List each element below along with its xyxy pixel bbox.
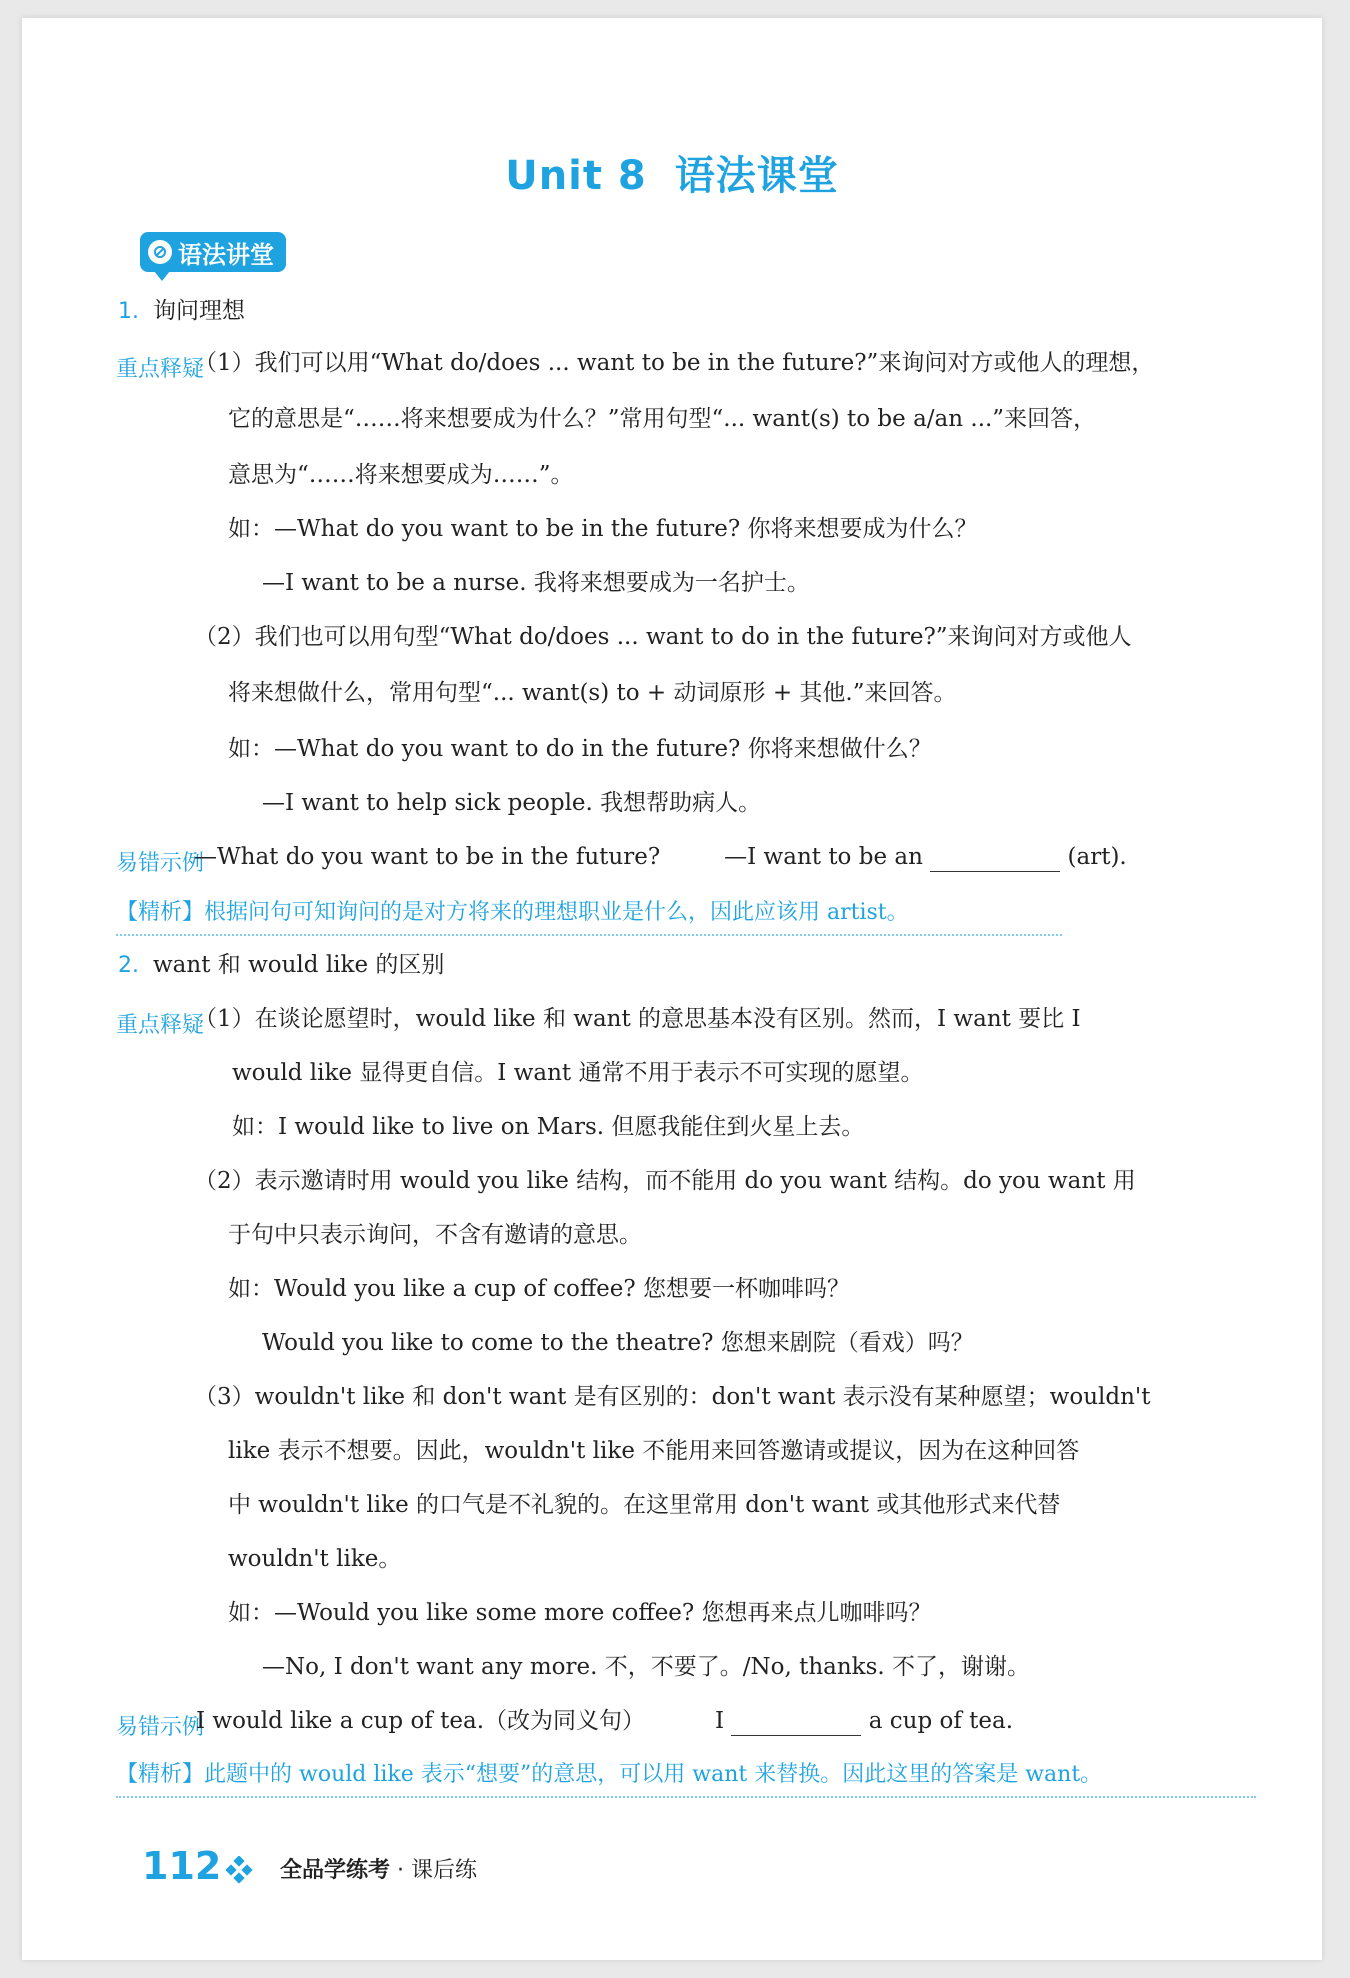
analysis-line: 【精析】根据问句可知询问的是对方将来的理想职业是什么，因此应该用 artist。 <box>116 900 909 925</box>
example-line: 如：—What do you want to be in the future? 你将来想要成为什么？ <box>228 516 978 542</box>
item-heading <box>118 296 245 327</box>
book-title: 全品学练考 · 课后练 <box>280 1858 478 1883</box>
divider <box>116 1796 1256 1798</box>
analysis-line: 【精析】此题中的 would like 表示“想要”的意思，可以用 want 来替换。因此这里的答案是 want。 <box>116 1762 1103 1787</box>
text-line: would like 显得更自信。I want 通常不用于表示不可实现的愿望。 <box>232 1060 924 1086</box>
example-line: Would you like to come to the theatre? 您想来剧院（看戏）吗？ <box>262 1330 974 1356</box>
item-heading <box>118 950 444 981</box>
item-number: 1. <box>118 299 139 324</box>
answer-blank[interactable] <box>731 1713 861 1736</box>
error-tag: 易错示例 <box>116 1715 205 1740</box>
text-line: （2）我们也可以用句型“What do/does ... want to do in the future?”来询问对方或他人 <box>194 624 1132 650</box>
example-line: 如：—Would you like some more coffee? 您想再来点儿咖啡吗？ <box>228 1600 932 1626</box>
item-number: 2. <box>118 953 139 978</box>
text-line: 于句中只表示询问，不含有邀请的意思。 <box>228 1222 642 1248</box>
text-line: 中 wouldn't like 的口气是不礼貌的。在这里常用 don't want 或其他形式来代替 <box>228 1492 1061 1518</box>
example-line: 如：I would like to live on Mars. 但愿我能住到火星上去。 <box>232 1114 865 1140</box>
key-tag: 重点释疑 <box>116 1013 205 1038</box>
page-title <box>22 144 1322 201</box>
text-line: 它的意思是“……将来想要成为什么？”常用句型“... want(s) to be a/an ...”来回答， <box>228 406 1097 432</box>
text-line: （3）wouldn't like 和 don't want 是有区别的：don't want 表示没有某种愿望；wouldn't <box>194 1384 1151 1410</box>
example-line: —I want to help sick people. 我想帮助病人。 <box>262 790 762 816</box>
key-tag: 重点释疑 <box>116 357 205 382</box>
section-badge-label: 语法讲堂 <box>178 240 274 269</box>
section-badge <box>140 232 286 272</box>
grammar-icon <box>148 240 172 264</box>
text-line: wouldn't like。 <box>228 1546 402 1572</box>
example-line: 如：Would you like a cup of coffee? 您想要一杯咖啡吗？ <box>228 1276 851 1302</box>
example-line: —I want to be a nurse. 我将来想要成为一名护士。 <box>262 570 810 596</box>
unit-label: Unit 8 <box>505 153 647 199</box>
text-line: like 表示不想要。因此，wouldn't like 不能用来回答邀请或提议，因为在这种回答 <box>228 1438 1080 1464</box>
diamond-icon <box>226 1856 254 1884</box>
topic-label: 语法课堂 <box>674 153 839 199</box>
text-line: （1）我们可以用“What do/does ... want to be in the future?”来询问对方或他人的理想， <box>194 350 1155 376</box>
text-line: （2）表示邀请时用 would you like 结构，而不能用 do you want 结构。do you want 用 <box>194 1168 1136 1194</box>
answer-blank[interactable] <box>930 849 1060 872</box>
text-line: 将来想做什么，常用句型“... want(s) to + 动词原形 + 其他.”来回答。 <box>228 680 957 706</box>
page-number: 112 <box>142 1844 222 1888</box>
text-line: 意思为“……将来想要成为……”。 <box>228 462 574 488</box>
item-heading-text: 询问理想 <box>153 298 245 324</box>
error-example: I would like a cup of tea.（改为同义句） I a cup of tea. <box>196 1708 1014 1734</box>
example-line: —No, I don't want any more. 不，不要了。/No, thanks. 不了，谢谢。 <box>262 1654 1031 1680</box>
example-line: 如：—What do you want to do in the future? 你将来想做什么？ <box>228 736 932 762</box>
text-line: （1）在谈论愿望时，would like 和 want 的意思基本没有区别。然而，I want 要比 I <box>194 1006 1081 1032</box>
error-example: —What do you want to be in the future? —I want to be an (art). <box>194 844 1127 870</box>
page <box>22 18 1322 1960</box>
error-tag: 易错示例 <box>116 851 205 876</box>
divider <box>116 934 1062 936</box>
item-heading-text: want 和 would like 的区别 <box>153 952 445 978</box>
